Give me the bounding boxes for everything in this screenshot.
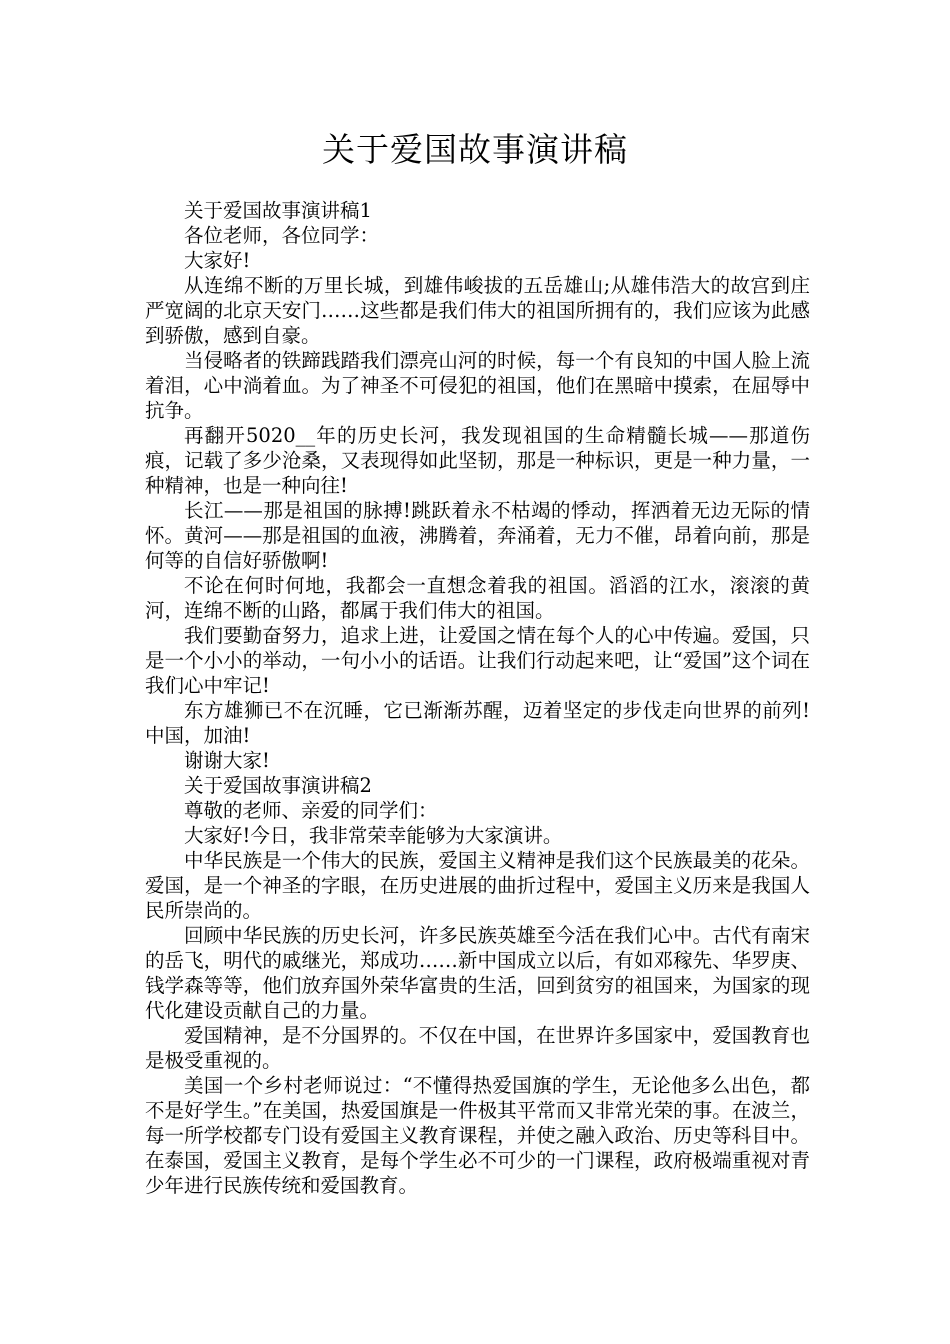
- paragraph: 尊敬的老师、亲爱的同学们：: [184, 799, 438, 822]
- paragraph: 长江——那是祖国的脉搏!跳跃着永不枯竭的悸动，挥洒着无边无际的情怀。黄河——那是祖国的血液，沸腾着，奔涌着，无力不催，昂着向前，那是何等的自信好骄傲啊!: [145, 499, 810, 572]
- paragraph: 中华民族是一个伟大的民族，爱国主义精神是我们这个民族最美的花朵。爱国，是一个神圣的字眼，在历史进展的曲折过程中，爱国主义历来是我国人民所崇尚的。: [145, 849, 810, 922]
- page-title: 关于爱国故事演讲稿: [322, 130, 628, 169]
- paragraph: 再翻开5020__年的历史长河，我发现祖国的生命精髓长城——那道伤痕，记载了多少沧桑，又表现得如此坚韧，那是一种标识，更是一种力量，一种精神，也是一种向往!: [145, 424, 810, 497]
- paragraph: 我们要勤奋努力，追求上进，让爱国之情在每个人的心中传遍。爱国，只是一个小小的举动，一句小小的话语。让我们行动起来吧，让“爱国”这个词在我们心中牢记!: [145, 624, 810, 697]
- paragraph: 关于爱国故事演讲稿2: [184, 774, 372, 797]
- paragraph: 大家好!: [184, 249, 251, 272]
- paragraph: 美国一个乡村老师说过：“不懂得热爱国旗的学生，无论他多么出色，都不是好学生。”在美国，热爱国旗是一件极其平常而又非常光荣的事。在波兰，每一所学校都专门设有爱国主义教育课程，并使之融入政治、历史等科目中。在泰国，爱国主义教育，是每个学生必不可少的一门课程，政府极端重视对青少年进行民族传统和爱国教育。: [145, 1074, 810, 1197]
- paragraph: 谢谢大家!: [184, 749, 270, 772]
- paragraph: 关于爱国故事演讲稿1: [184, 199, 372, 222]
- paragraph: 各位老师，各位同学：: [184, 224, 380, 247]
- paragraph: 东方雄狮已不在沉睡，它已渐渐苏醒，迈着坚定的步伐走向世界的前列!中国，加油!: [145, 699, 810, 747]
- paragraph: 大家好!今日，我非常荣幸能够为大家演讲。: [184, 824, 563, 847]
- paragraph: 从连绵不断的万里长城，到雄伟峻拔的五岳雄山;从雄伟浩大的故宫到庄严宽阔的北京天安门……这些都是我们伟大的祖国所拥有的，我们应该为此感到骄傲，感到自豪。: [145, 274, 810, 347]
- paragraph: 当侵略者的铁蹄践踏我们漂亮山河的时候，每一个有良知的中国人脸上流着泪，心中淌着血。为了神圣不可侵犯的祖国，他们在黑暗中摸索，在屈辱中抗争。: [145, 349, 810, 422]
- paragraph: 不论在何时何地，我都会一直想念着我的祖国。滔滔的江水，滚滚的黄河，连绵不断的山路，都属于我们伟大的祖国。: [145, 574, 810, 622]
- document-body: [145, 198, 810, 1198]
- paragraph: 爱国精神，是不分国界的。不仅在中国，在世界许多国家中，爱国教育也是极受重视的。: [145, 1024, 810, 1072]
- paragraph: 回顾中华民族的历史长河，许多民族英雄至今活在我们心中。古代有南宋的岳飞，明代的戚继光，郑成功……新中国成立以后，有如邓稼先、华罗庚、钱学森等等，他们放弃国外荣华富贵的生活，回到贫穷的祖国来，为国家的现代化建设贡献自己的力量。: [145, 924, 810, 1022]
